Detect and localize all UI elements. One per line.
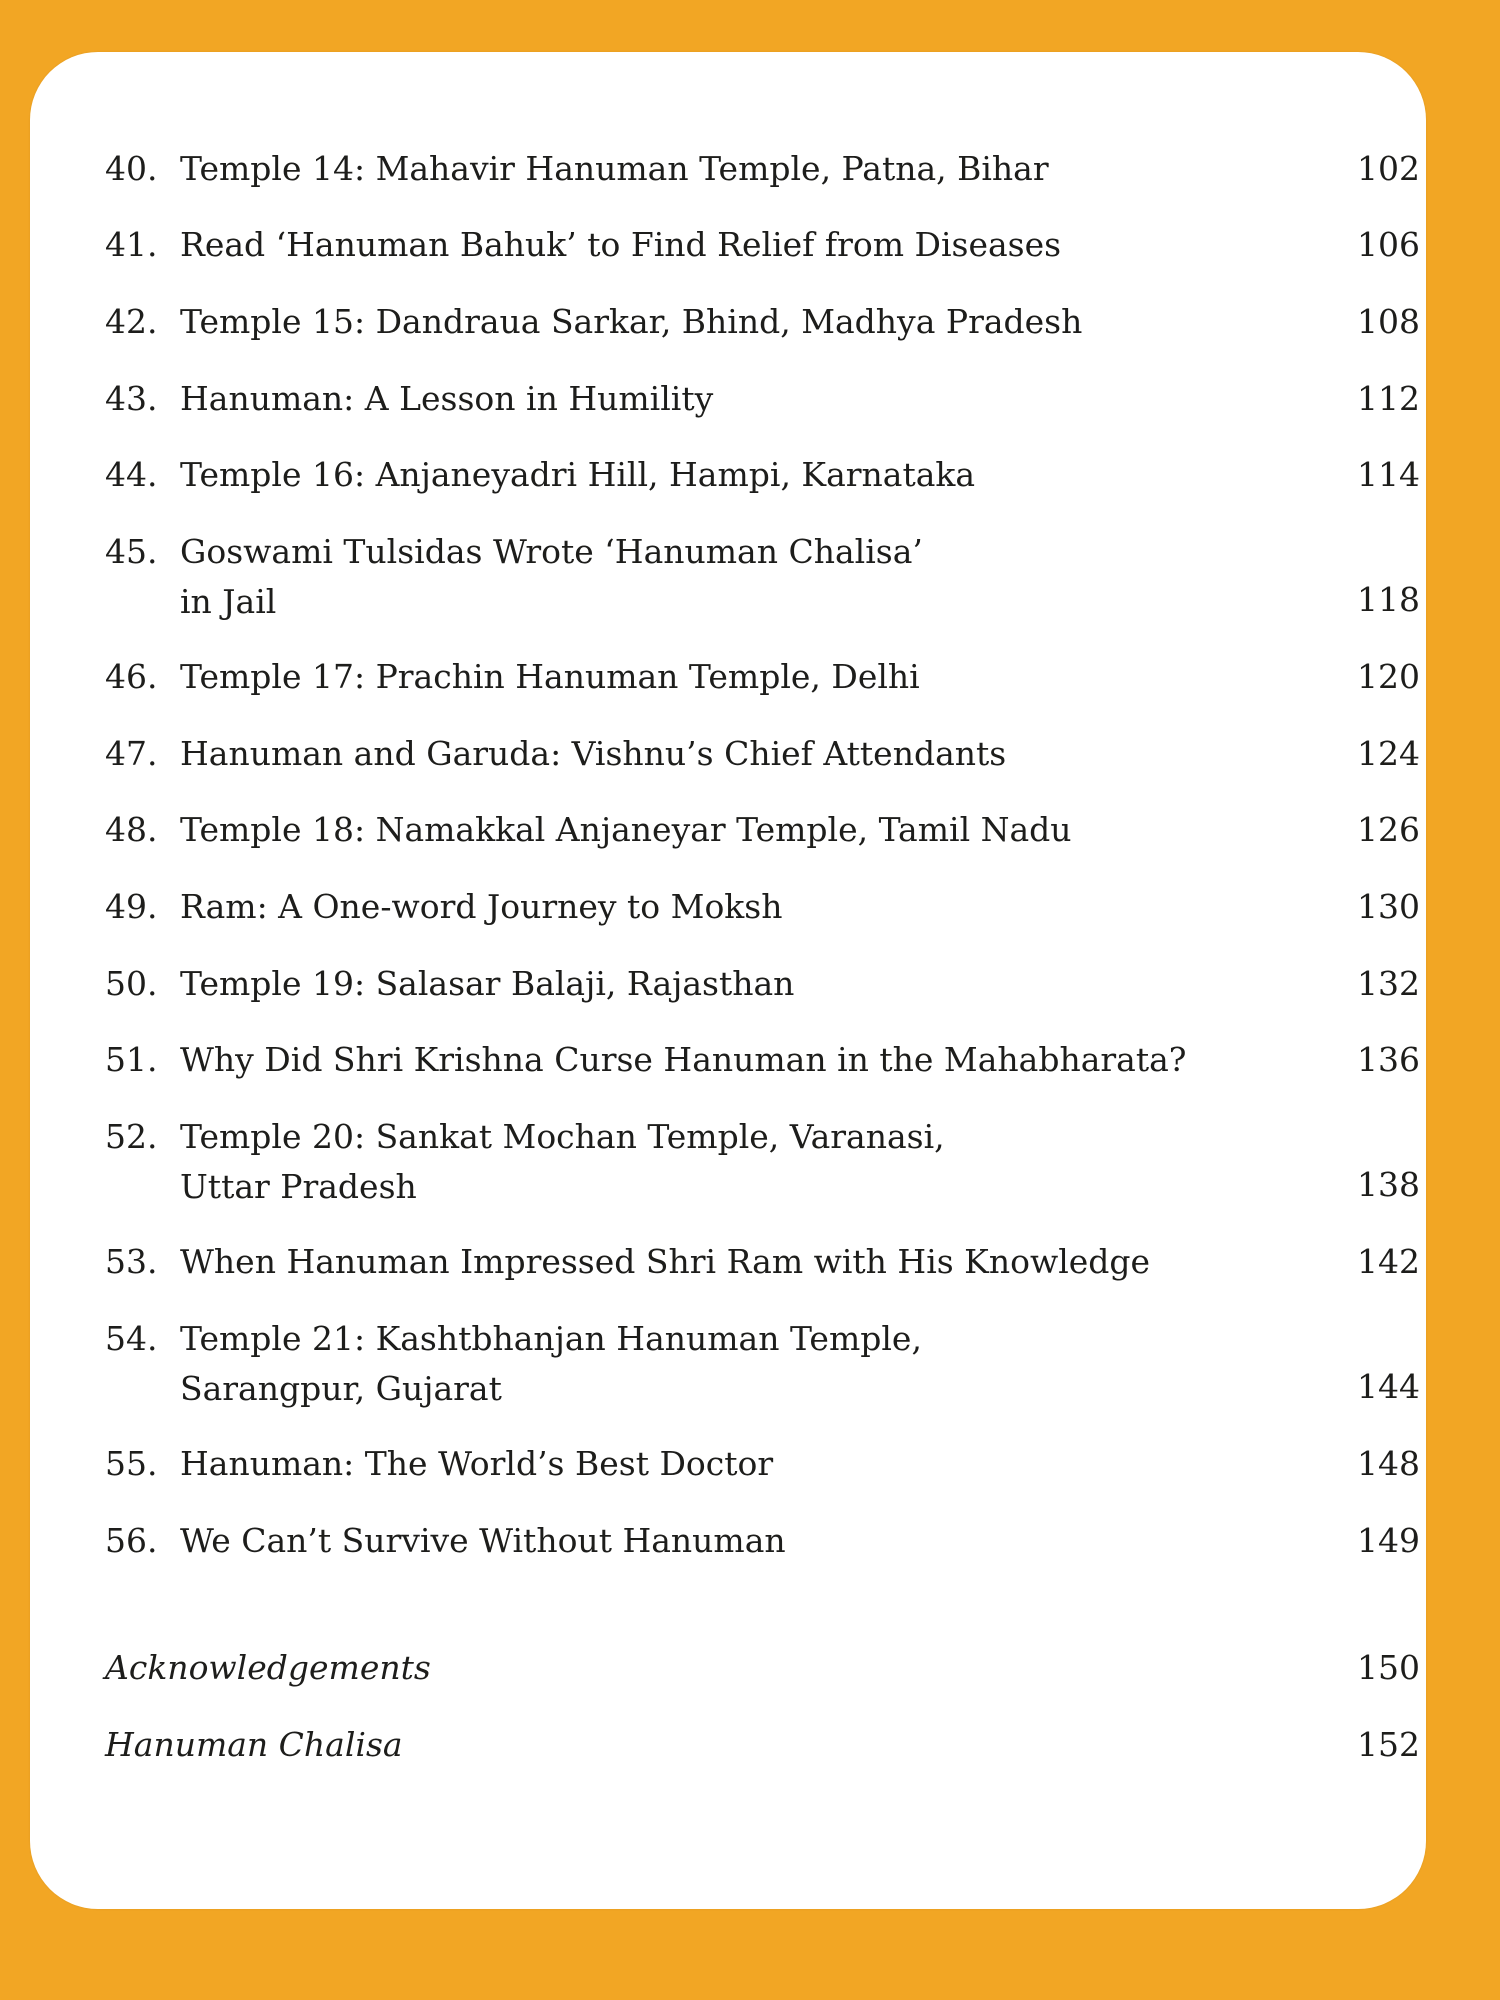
entry-number: 49. — [105, 887, 158, 926]
entry-page: 149 — [1357, 1521, 1420, 1560]
entry-number: 48. — [105, 810, 158, 849]
entry-number: 47. — [105, 734, 158, 773]
entry-page: 132 — [1357, 964, 1420, 1003]
entry-page: 102 — [1357, 149, 1420, 188]
back-matter-hanuman-chalisa — [105, 1720, 1420, 1770]
entry-page: 112 — [1357, 379, 1420, 418]
toc-entry-40 — [105, 144, 1420, 194]
entry-title — [180, 805, 1240, 855]
table-of-contents — [30, 52, 1426, 1909]
entry-title — [180, 374, 1240, 424]
entry-page: 124 — [1357, 734, 1420, 773]
entry-number: 55. — [105, 1444, 158, 1483]
entry-title — [180, 220, 1240, 270]
entry-page: 136 — [1357, 1040, 1420, 1079]
toc-entry-47 — [105, 729, 1420, 779]
entry-page: 106 — [1357, 225, 1420, 264]
entry-page: 118 — [1357, 580, 1420, 619]
entry-number: 45. — [105, 532, 158, 571]
back-matter-title: Acknowledgements — [105, 1648, 431, 1687]
toc-entry-49 — [105, 882, 1420, 932]
toc-entry-44 — [105, 450, 1420, 500]
entry-number: 41. — [105, 225, 158, 264]
entry-title-line: Temple 16: Anjaneyadri Hill, Hampi, Karnataka — [180, 455, 976, 494]
toc-entry-41 — [105, 220, 1420, 270]
toc-entry-46 — [105, 652, 1420, 702]
entry-title — [180, 1112, 1240, 1212]
entry-page: 130 — [1357, 887, 1420, 926]
back-matter-page: 152 — [1357, 1725, 1420, 1764]
entry-title-line: Goswami Tulsidas Wrote ‘Hanuman Chalisa’ — [180, 532, 923, 571]
toc-entry-55 — [105, 1439, 1420, 1489]
entry-number: 52. — [105, 1117, 158, 1156]
entry-title — [180, 1314, 1240, 1414]
toc-entry-52 — [105, 1112, 1420, 1212]
entry-title-line: Why Did Shri Krishna Curse Hanuman in the Mahabharata? — [180, 1040, 1187, 1079]
entry-page: 148 — [1357, 1444, 1420, 1483]
toc-entry-48 — [105, 805, 1420, 855]
entry-page: 114 — [1357, 455, 1420, 494]
toc-entry-45 — [105, 527, 1420, 627]
entry-page: 108 — [1357, 302, 1420, 341]
entry-number: 46. — [105, 657, 158, 696]
entry-title-line: When Hanuman Impressed Shri Ram with His Knowledge — [180, 1242, 1151, 1281]
entry-number: 51. — [105, 1040, 158, 1079]
entry-title-line: in Jail — [180, 582, 277, 621]
entry-title-line: Temple 19: Salasar Balaji, Rajasthan — [180, 964, 795, 1003]
toc-entry-42 — [105, 297, 1420, 347]
entry-number: 42. — [105, 302, 158, 341]
toc-entry-43 — [105, 374, 1420, 424]
entry-title-line: Uttar Pradesh — [180, 1167, 417, 1206]
entry-title-line: Ram: A One-word Journey to Moksh — [180, 887, 783, 926]
entry-title-line: Hanuman: The World’s Best Doctor — [180, 1444, 774, 1483]
entry-page: 120 — [1357, 657, 1420, 696]
entry-number: 50. — [105, 964, 158, 1003]
toc-entry-50 — [105, 959, 1420, 1009]
entry-title-line: Sarangpur, Gujarat — [180, 1369, 502, 1408]
entry-title-line: Read ‘Hanuman Bahuk’ to Find Relief from Diseases — [180, 225, 1062, 264]
entry-title-line: Temple 20: Sankat Mochan Temple, Varanasi, — [180, 1117, 945, 1156]
entry-title — [180, 450, 1240, 500]
entry-title — [180, 527, 1240, 627]
toc-entry-53 — [105, 1237, 1420, 1287]
toc-entry-51 — [105, 1035, 1420, 1085]
entry-number: 53. — [105, 1242, 158, 1281]
entry-title-line: Temple 14: Mahavir Hanuman Temple, Patna, Bihar — [180, 149, 1049, 188]
back-matter-page: 150 — [1357, 1648, 1420, 1687]
entry-number: 44. — [105, 455, 158, 494]
entry-title — [180, 1516, 1240, 1566]
entry-title — [180, 652, 1240, 702]
entry-page: 144 — [1357, 1367, 1420, 1406]
entry-title-line: Temple 15: Dandraua Sarkar, Bhind, Madhya Pradesh — [180, 302, 1083, 341]
entry-title — [180, 1035, 1240, 1085]
entry-page: 138 — [1357, 1165, 1420, 1204]
back-matter-title: Hanuman Chalisa — [105, 1725, 403, 1764]
entry-title — [180, 1237, 1240, 1287]
entry-title — [180, 882, 1240, 932]
entry-page: 142 — [1357, 1242, 1420, 1281]
entry-number: 43. — [105, 379, 158, 418]
back-matter-acknowledgements — [105, 1643, 1420, 1693]
entry-title-line: We Can’t Survive Without Hanuman — [180, 1521, 786, 1560]
entry-title — [180, 959, 1240, 1009]
entry-title-line: Hanuman and Garuda: Vishnu’s Chief Attendants — [180, 734, 1007, 773]
entry-title-line: Temple 21: Kashtbhanjan Hanuman Temple, — [180, 1319, 922, 1358]
entry-page: 126 — [1357, 810, 1420, 849]
entry-number: 54. — [105, 1319, 158, 1358]
toc-card — [30, 52, 1426, 1909]
entry-title — [180, 297, 1240, 347]
entry-title-line: Temple 18: Namakkal Anjaneyar Temple, Tamil Nadu — [180, 810, 1072, 849]
entry-title-line: Hanuman: A Lesson in Humility — [180, 379, 714, 418]
entry-title — [180, 144, 1240, 194]
entry-title — [180, 729, 1240, 779]
entry-number: 56. — [105, 1521, 158, 1560]
entry-title-line: Temple 17: Prachin Hanuman Temple, Delhi — [180, 657, 920, 696]
toc-entry-56 — [105, 1516, 1420, 1566]
toc-entry-54 — [105, 1314, 1420, 1414]
entry-number: 40. — [105, 149, 158, 188]
entry-title — [180, 1439, 1240, 1489]
